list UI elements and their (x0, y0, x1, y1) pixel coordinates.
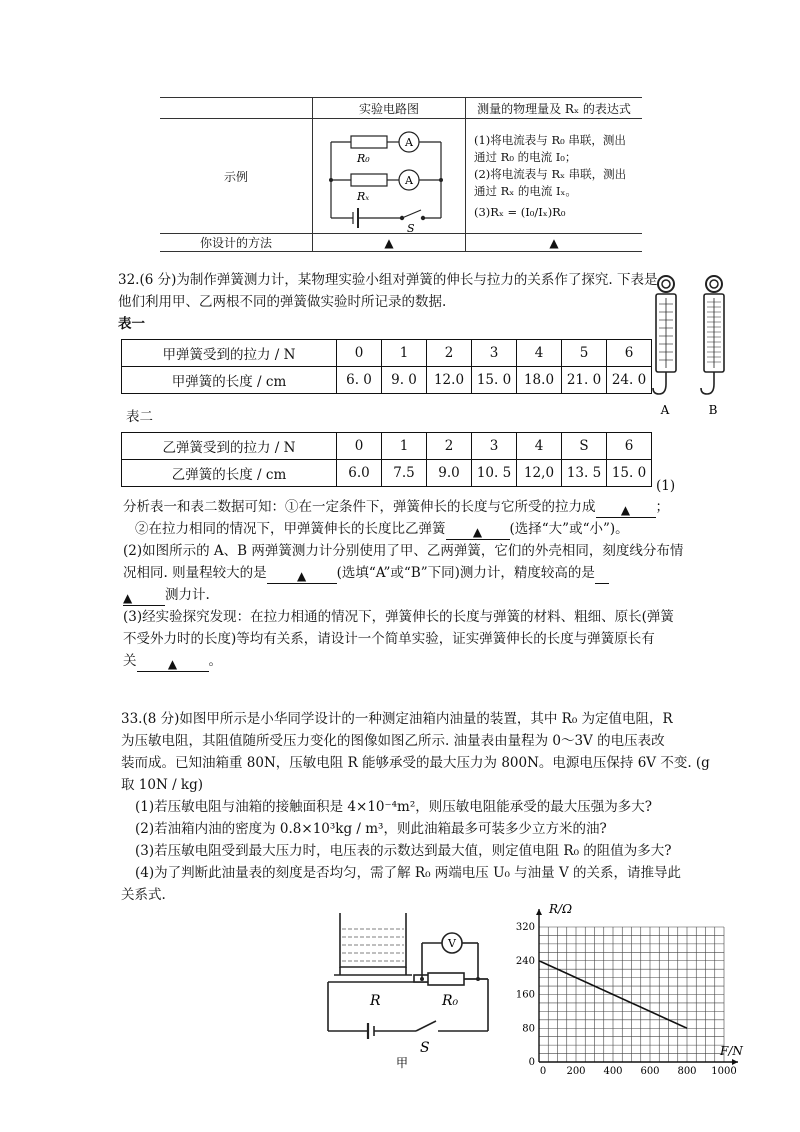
table-cell: 7.5 (382, 460, 427, 487)
meter-b-label: B (708, 403, 718, 417)
q32-p2-line1: (2)如图所示的 A、B 两弹簧测力计分别使用了甲、乙两弹簧，它们的外壳相同，刻度线分布情 (123, 543, 684, 559)
q33-line1: 33.(8 分)如图甲所示是小华同学设计的一种测定油箱内油量的装置，其中 R₀ 为定值电阻，R (121, 711, 673, 727)
table-cell: 1 (382, 433, 427, 460)
example-table-corner (160, 98, 313, 119)
answer-blank (267, 565, 337, 584)
y-tick-label: 160 (515, 989, 535, 1001)
x-tick-label: 800 (677, 1066, 697, 1077)
step1-line-a: (1)将电流表与 R₀ 串联，测出 (474, 132, 626, 147)
q32-body (123, 496, 703, 672)
junction-dot (329, 178, 333, 182)
answer-blank (137, 653, 209, 672)
figure-caption-jia: 甲 (396, 1056, 409, 1070)
y-tick-label: 0 (528, 1057, 535, 1068)
chart-xlabel: F/N (720, 1044, 743, 1058)
x-tick-label: 200 (566, 1066, 586, 1077)
answer-blank (595, 565, 609, 584)
table-cell: 24. 0 (607, 367, 652, 394)
q32-p2-line3 (123, 584, 703, 606)
meter-a-label: A (660, 403, 670, 417)
resistance-force-chart (515, 895, 760, 1080)
ammeter-a-label: A (405, 135, 413, 149)
voltmeter-label: V (448, 937, 456, 950)
table-cell: 0 (337, 433, 382, 460)
example-expression (466, 119, 643, 234)
q33-q4a: (4)为了判断此油量表的刻度是否均匀，需了解 R₀ 两端电压 U₀ 与油量 V 的关系，请推导此 (135, 865, 681, 881)
table1-force-label: 甲弹簧受到的拉力 / N (122, 340, 337, 367)
spring-meter-a (653, 276, 676, 394)
q32-p1-line2-text: ②在拉力相同的情况下，甲弹簧伸长的长度比乙弹簧 (135, 521, 446, 537)
q32-p3-line3-text: 关 (123, 653, 137, 669)
q32-p3-line2: 不受外力时的长度)等均有关系，请设计一个简单实验，证实弹簧伸长的长度与弹簧原长有 (123, 631, 655, 647)
table-cell: 6 (607, 340, 652, 367)
table1-title: 表一 (118, 316, 145, 332)
q33-body (121, 708, 710, 906)
q32-p1-line2 (123, 518, 703, 540)
part1-number: (1) (656, 478, 676, 494)
table2-row-length (122, 460, 652, 487)
row-yours-label: 你设计的方法 (160, 234, 313, 252)
q33-line3: 装而成。已知油箱重 80N，压敏电阻 R 能够承受的最大压力为 800N。电源电压保持 6V 不变. (g (121, 755, 710, 771)
chart-grid (539, 927, 724, 1062)
chart-ylabel: R/Ω (549, 902, 573, 916)
table-cell: 15. 0 (472, 367, 517, 394)
q33-line2: 为压敏电阻，其阻值随所受压力变化的图像如图乙所示. 油量表由量程为 0～3V 的电压表改 (121, 733, 665, 749)
table-cell: 1 (382, 340, 427, 367)
y-tick-label: 320 (515, 922, 535, 933)
table-cell: 3 (472, 433, 517, 460)
q32-p2-line2-text: 况相同. 则量程较大的是 (123, 565, 267, 581)
x-tick-label: 600 (640, 1066, 660, 1077)
table-cell: 21. 0 (562, 367, 607, 394)
y-axis-arrow (536, 909, 542, 915)
example-circuit-diagram (313, 120, 463, 233)
table-cell: 15. 0 (607, 460, 652, 487)
answer-blank (596, 499, 656, 518)
spring-meter-b (701, 276, 724, 394)
y-tick-label: 80 (522, 1023, 535, 1035)
table-cell: 6.0 (337, 460, 382, 487)
r0-label: R₀ (357, 151, 370, 165)
table-cell: 6 (607, 433, 652, 460)
q32-p3-end: 。 (208, 653, 222, 669)
q32-p2-line2-mid: (选填“A”或“B”下同)测力计，精度较高的是 (336, 565, 595, 581)
table2-row-force (122, 433, 652, 460)
row-example-label: 示例 (160, 119, 313, 234)
circuit-r-label: R (370, 993, 381, 1009)
x-axis-arrow (732, 1059, 738, 1065)
table-cell: S (562, 433, 607, 460)
rx-label: Rₓ (357, 189, 370, 203)
table1-row-force (122, 340, 652, 367)
blank-mark: ▲ (123, 591, 133, 605)
blank-mark: ▲ (167, 657, 178, 671)
q32-p2-line2 (123, 562, 703, 584)
circuit-r0-label: R₀ (442, 993, 459, 1009)
table-cell: 2 (427, 433, 472, 460)
x-tick-label: 0 (539, 1066, 547, 1077)
table-cell: 5 (562, 340, 607, 367)
junction-dot (439, 178, 443, 182)
blank-mark: ▲ (472, 525, 483, 539)
junction-dot (420, 977, 424, 981)
table-cell: 13. 5 (562, 460, 607, 487)
table-cell: 0 (337, 340, 382, 367)
table-cell: 9. 0 (382, 367, 427, 394)
step2-line-b: 通过 Rₓ 的电流 Iₓ。 (474, 183, 577, 198)
circuit-s-label: S (420, 1040, 430, 1056)
q32-p3-line3 (123, 650, 703, 672)
table-cell: 12.0 (427, 367, 472, 394)
table-cell: 12,0 (517, 460, 562, 487)
table1-row-length (122, 367, 652, 394)
table1 (121, 339, 652, 394)
table-cell: 4 (517, 340, 562, 367)
step3-formula: (3)Rₓ = (I₀/Iₓ)R₀ (474, 204, 566, 219)
table-cell: 18.0 (517, 367, 562, 394)
table2-force-label: 乙弹簧受到的拉力 / N (122, 433, 337, 460)
y-tick-label: 240 (515, 955, 535, 967)
q33-q4b: 关系式. (121, 887, 166, 903)
step2-line-a: (2)将电流表与 Rₓ 串联，测出 (474, 166, 627, 181)
table2 (121, 432, 652, 487)
answer-blank (123, 587, 165, 606)
table-cell: 10. 5 (472, 460, 517, 487)
table2-title: 表二 (126, 409, 153, 425)
q32-p2-line3-text: 测力计. (165, 587, 210, 603)
table-cell: 3 (472, 340, 517, 367)
table1-length-label: 甲弹簧的长度 / cm (122, 367, 337, 394)
example-table (160, 97, 642, 252)
placeholder-expression: ▲ (466, 234, 643, 252)
table-cell: 4 (517, 433, 562, 460)
spring-meters-figure (645, 272, 755, 420)
example-circuit (313, 119, 466, 234)
chart-axes (536, 909, 738, 1065)
step1-line-b: 通过 R₀ 的电流 I₀； (474, 149, 577, 164)
blank-mark: ▲ (620, 503, 631, 517)
q32-p1-line1 (123, 496, 703, 518)
oil-tank-circuit (318, 905, 498, 1075)
switch-s-label: S (407, 221, 415, 233)
junction-dot (476, 977, 480, 981)
x-tick-label: 400 (603, 1066, 623, 1077)
placeholder-circuit: ▲ (313, 234, 466, 252)
table-cell: 2 (427, 340, 472, 367)
q32-intro (118, 269, 688, 335)
q32-p1-line2-end: (选择“大”或“小”)。 (509, 521, 629, 537)
x-tick-label: 1000 (711, 1066, 737, 1077)
q33-line4: 取 10N / kg) (121, 777, 204, 793)
q32-p1-line1-text: 分析表一和表二数据可知：①在一定条件下，弹簧伸长的长度与它所受的拉力成 (123, 499, 596, 515)
q32-intro-line2: 他们利用甲、乙两根不同的弹簧做实验时所记录的数据. (118, 294, 447, 310)
q33-q3: (3)若压敏电阻受到最大压力时，电压表的示数达到最大值，则定值电阻 R₀ 的阻值为多大? (135, 843, 672, 859)
table-cell: 6. 0 (337, 367, 382, 394)
q32-p1-line1-end: ； (655, 499, 669, 515)
table2-length-label: 乙弹簧的长度 / cm (122, 460, 337, 487)
header-circuit: 实验电路图 (313, 98, 466, 119)
header-expression: 测量的物理量及 Rₓ 的表达式 (466, 98, 643, 119)
q32-intro-line1: 32.(6 分)为制作弹簧测力计，某物理实验小组对弹簧的伸长与拉力的关系作了探究. 下表是 (118, 272, 658, 288)
answer-blank (446, 521, 510, 540)
q33-q2: (2)若油箱内油的密度为 0.8×10³kg / m³，则此油箱最多可装多少立方米的油? (135, 821, 607, 837)
ammeter-a-label: A (405, 173, 413, 187)
blank-mark: ▲ (296, 569, 307, 583)
q33-q1: (1)若压敏电阻与油箱的接触面积是 4×10⁻⁴m²，则压敏电阻能承受的最大压强为多大? (135, 799, 652, 815)
q32-p3-line1: (3)经实验探究发现：在拉力相通的情况下，弹簧伸长的长度与弹簧的材料、粗细、原长(弹簧 (123, 609, 674, 625)
table-cell: 9.0 (427, 460, 472, 487)
